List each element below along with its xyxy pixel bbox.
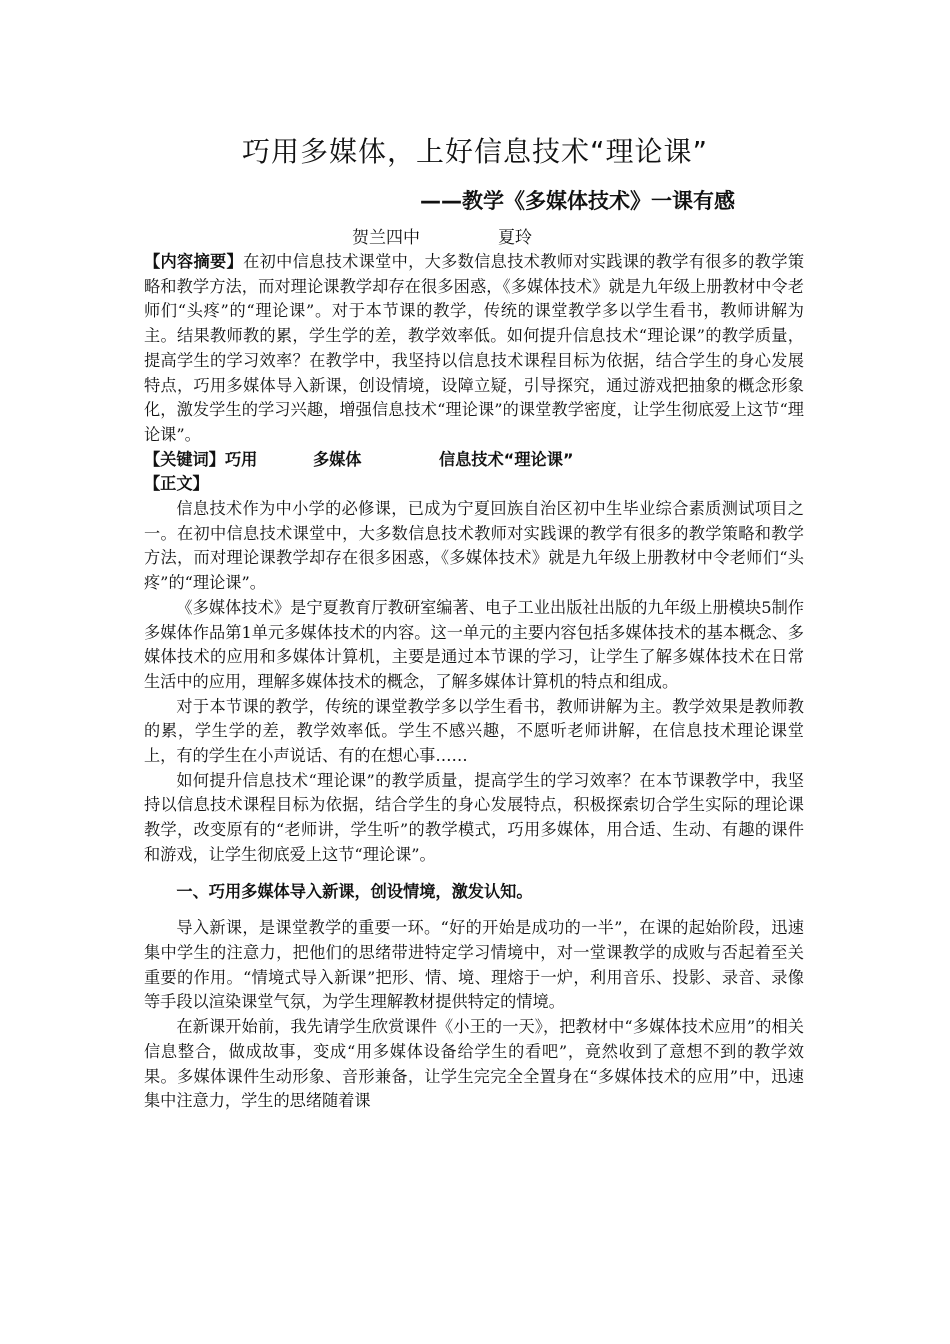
- body-paragraph: 对于本节课的教学，传统的课堂教学多以学生看书，教师讲解为主。教学效果是教师教的累，学生学的差，教学效率低。学生不感兴趣，不愿听老师讲解，在信息技术理论课堂上，有的学生在小声说话、有的在想心事……: [144, 696, 804, 766]
- section-heading: 一、巧用多媒体导入新课，创设情境，激发认知。: [176, 881, 533, 901]
- keyword-item: 巧用: [224, 449, 258, 469]
- abstract-label: 【内容摘要】: [144, 252, 244, 271]
- keyword-item: 信息技术“理论课”: [438, 449, 574, 469]
- body-paragraph: 如何提升信息技术“理论课”的教学质量，提高学生的学习效率？在本节课教学中，我坚持以信息技术课程目标为依据，结合学生的身心发展特点，积极探索切合学生实际的理论课教学，改变原有的“老师讲，学生听”的教学模式，巧用多媒体，用合适、生动、有趣的课件和游戏，让学生彻底爱上这节“理论课”。: [144, 770, 804, 864]
- document-body: [144, 250, 804, 1114]
- author-name: 夏玲: [498, 228, 532, 248]
- abstract-paragraph: [144, 250, 804, 448]
- keyword-item: 多媒体: [312, 449, 362, 469]
- author-school: 贺兰四中: [352, 228, 420, 248]
- abstract-text: 在初中信息技术课堂中，大多数信息技术教师对实践课的教学有很多的教学策略和教学方法，而对理论课教学却存在很多困惑，《多媒体技术》就是九年级上册教材中令老师们“头疼”的“理论课”。对于本节课的教学，传统的课堂教学多以学生看书，教师讲解为主。结果教师教的累，学生学的差，教学效率低。如何提升信息技术“理论课”的教学质量，提高学生的学习效率？在教学中，我坚持以信息技术课程目标为依据，结合学生的身心发展特点，巧用多媒体导入新课，创设情境，设障立疑，引导探究，通过游戏把抽象的概念形象化，激发学生的学习兴趣，增强信息技术“理论课”的课堂教学密度，让学生彻底爱上这节“理论课”。: [144, 252, 805, 444]
- keywords-label: 【关键词】: [144, 449, 225, 469]
- author-line: [352, 226, 532, 250]
- body-paragraph: 导入新课，是课堂教学的重要一环。“好的开始是成功的一半”，在课的起始阶段，迅速集中学生的注意力，把他们的思绪带进特定学习情境中，对一堂课教学的成败与否起着至关重要的作用。“情境式导入新课”把形、情、境、理熔于一炉，利用音乐、投影、录音、录像等手段以渲染课堂气氛，为学生理解教材提供特定的情境。: [144, 918, 804, 1012]
- document-subtitle: ——教学《多媒体技术》一课有感: [420, 189, 735, 213]
- body-paragraph: 信息技术作为中小学的必修课，已成为宁夏回族自治区初中生毕业综合素质测试项目之一。在初中信息技术课堂中，大多数信息技术教师对实践课的教学有很多的教学策略和教学方法，而对理论课教学却存在很多困惑，《多媒体技术》就是九年级上册教材中令老师们“头疼”的“理论课”。: [144, 499, 804, 593]
- body-paragraph: 在新课开始前，我先请学生欣赏课件《小王的一天》，把教材中“多媒体技术应用”的相关信息整合，做成故事，变成“用多媒体设备给学生的看吧”，竟然收到了意想不到的教学效果。多媒体课件生动形象、音形兼备，让学生完完全全置身在“多媒体技术的应用”中，迅速集中注意力，学生的思绪随着课: [144, 1017, 804, 1111]
- main-text-label: 【正文】: [144, 474, 209, 494]
- keywords-row: [144, 448, 804, 473]
- document-title: 巧用多媒体，上好信息技术“理论课”: [241, 135, 708, 168]
- body-paragraph: 《多媒体技术》是宁夏教育厅教研室编著、电子工业出版社出版的九年级上册模块5制作多媒体作品第1单元多媒体技术的内容。这一单元的主要内容包括多媒体技术的基本概念、多媒体技术的应用和多媒体计算机，主要是通过本节课的学习，让学生了解多媒体技术在日常生活中的应用，理解多媒体技术的概念，了解多媒体计算机的特点和组成。: [144, 597, 804, 691]
